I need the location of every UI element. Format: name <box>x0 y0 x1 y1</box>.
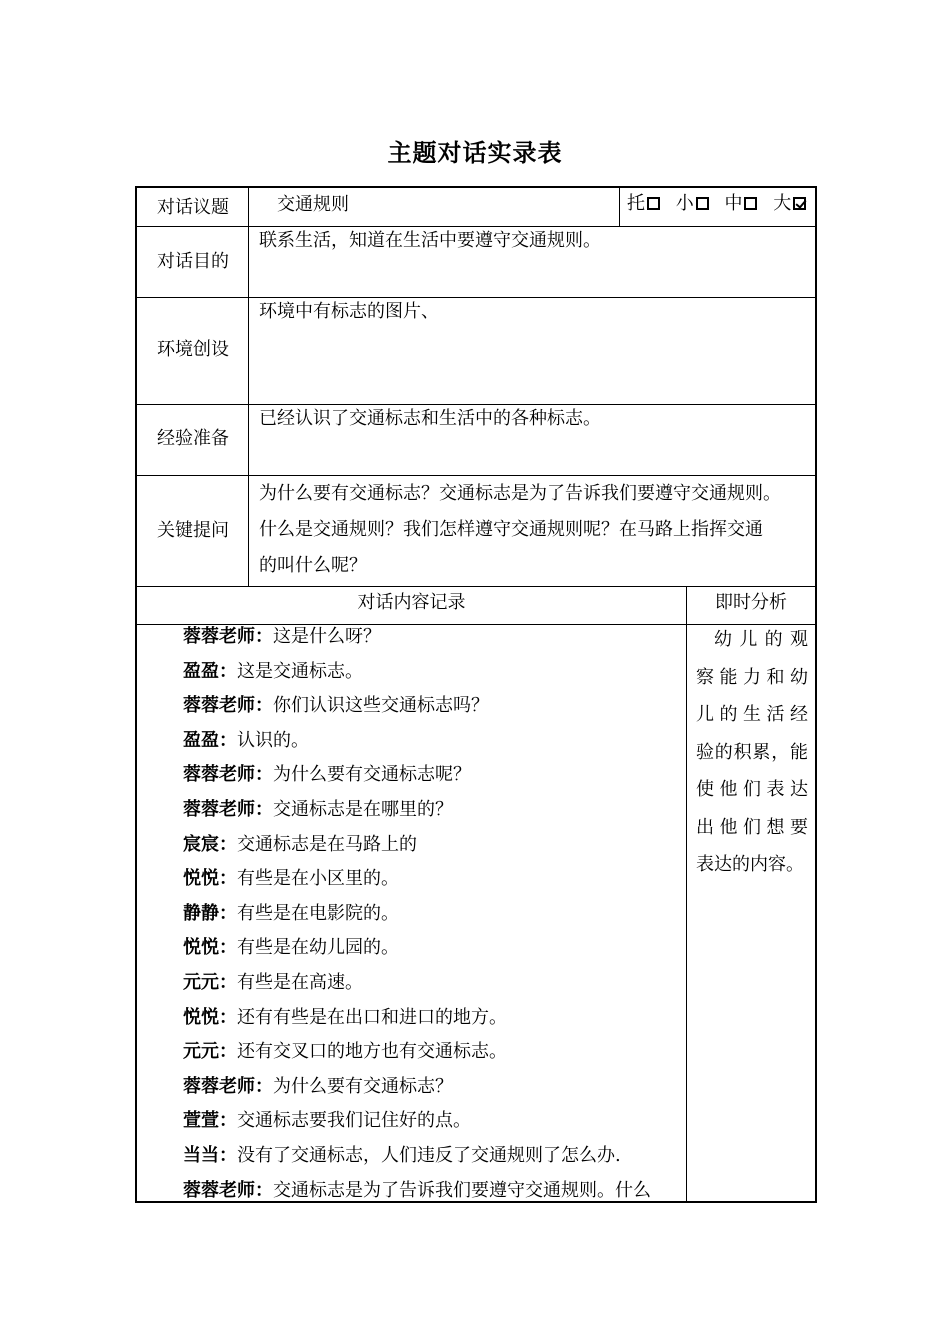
speaker: 盈盈： <box>183 660 237 682</box>
dialogue-line <box>183 1104 683 1139</box>
dialogue-line <box>183 931 683 966</box>
question-line: 的叫什么呢？ <box>259 555 367 576</box>
analysis-line: 儿的生活经 <box>696 704 808 725</box>
row-divider <box>135 226 817 227</box>
speaker: 蓉蓉老师： <box>183 695 273 717</box>
level-tuo[interactable]: 托 <box>627 193 660 214</box>
dialogue-line <box>183 1070 683 1105</box>
dialogue-line <box>183 1174 683 1209</box>
speaker: 元元： <box>183 971 237 993</box>
utterance: 交通标志是为了告诉我们要遵守交通规则。什么 <box>273 1179 651 1201</box>
topic-value: 交通规则 <box>277 194 349 215</box>
analysis-header: 即时分析 <box>715 592 787 613</box>
utterance: 为什么要有交通标志？ <box>273 1075 453 1097</box>
utterance: 认识的。 <box>237 729 309 751</box>
speaker: 元元： <box>183 1041 237 1063</box>
question-line: 为什么要有交通标志？交通标志是为了告诉我们要遵守交通规则。 <box>259 483 781 504</box>
utterance: 还有交叉口的地方也有交通标志。 <box>237 1041 507 1063</box>
utterance: 这是交通标志。 <box>237 660 363 682</box>
dialogue-line <box>183 1001 683 1036</box>
question-line: 什么是交通规则？我们怎样遵守交通规则呢？在马路上指挥交通 <box>259 519 763 540</box>
topic-label: 对话议题 <box>157 197 229 218</box>
speaker: 萱萱： <box>183 1110 237 1132</box>
speaker: 静静： <box>183 902 237 924</box>
dialogue-list <box>183 620 683 1208</box>
dialogue-line <box>183 689 683 724</box>
utterance: 没有了交通标志，人们违反了交通规则了怎么办. <box>237 1144 621 1166</box>
environment-label: 环境创设 <box>157 339 229 360</box>
utterance: 有些是在高速。 <box>237 971 363 993</box>
speaker: 悦悦： <box>183 1006 237 1028</box>
dialogue-line <box>183 793 683 828</box>
row-divider <box>135 297 817 298</box>
utterance: 有些是在小区里的。 <box>237 868 399 890</box>
speaker: 蓉蓉老师： <box>183 626 273 647</box>
utterance: 有些是在电影院的。 <box>237 902 399 924</box>
experience-value: 已经认识了交通标志和生活中的各种标志。 <box>259 408 601 429</box>
dialogue-line <box>183 758 683 793</box>
page-title: 主题对话实录表 <box>387 138 563 167</box>
age-level-selector <box>627 192 806 216</box>
speaker: 蓉蓉老师： <box>183 798 273 820</box>
speaker: 当当： <box>183 1144 237 1166</box>
dialogue-line <box>183 1139 683 1174</box>
questions-value <box>259 476 811 584</box>
record-header: 对话内容记录 <box>357 592 466 613</box>
level-tuo-checkbox[interactable] <box>647 197 660 210</box>
speaker: 蓉蓉老师： <box>183 764 273 786</box>
level-column-divider <box>619 187 620 226</box>
dialogue-line <box>183 724 683 759</box>
level-xiao[interactable]: 小 <box>676 193 709 214</box>
utterance: 为什么要有交通标志呢？ <box>273 764 471 786</box>
level-da-checkbox-checked[interactable] <box>793 197 806 210</box>
level-xiao-checkbox[interactable] <box>696 197 709 210</box>
speaker: 蓉蓉老师： <box>183 1075 273 1097</box>
dialogue-line <box>183 620 683 655</box>
dialogue-line <box>183 966 683 1001</box>
speaker: 宸宸： <box>183 833 237 855</box>
level-zhong[interactable]: 中 <box>724 193 757 214</box>
row-divider <box>135 404 817 405</box>
goal-label: 对话目的 <box>157 251 229 272</box>
utterance: 交通标志是在哪里的？ <box>273 798 453 820</box>
speaker: 蓉蓉老师： <box>183 1179 273 1201</box>
analysis-line: 幼儿的观 <box>714 629 808 650</box>
utterance: 还有有些是在出口和进口的地方。 <box>237 1006 507 1028</box>
speaker: 盈盈： <box>183 729 237 751</box>
level-da[interactable]: 大 <box>773 193 806 214</box>
dialogue-line <box>183 1035 683 1070</box>
analysis-column-divider <box>686 586 687 1201</box>
dialogue-line <box>183 897 683 932</box>
analysis-line: 出他们想要 <box>696 816 808 838</box>
speaker: 悦悦： <box>183 937 237 959</box>
speaker: 悦悦： <box>183 868 237 890</box>
analysis-line: 验的积累，能 <box>696 741 808 763</box>
utterance: 交通标志要我们记住好的点。 <box>237 1110 471 1132</box>
analysis-text <box>696 621 808 884</box>
analysis-line: 使他们表达 <box>696 779 808 800</box>
experience-label: 经验准备 <box>157 428 229 449</box>
questions-label: 关键提问 <box>157 520 229 541</box>
dialogue-line <box>183 655 683 690</box>
dialogue-line <box>183 828 683 863</box>
goal-value: 联系生活，知道在生活中要遵守交通规则。 <box>259 230 601 251</box>
utterance: 你们认识这些交通标志吗？ <box>273 695 489 717</box>
level-zhong-checkbox[interactable] <box>744 197 757 210</box>
dialogue-line <box>183 862 683 897</box>
environment-value: 环境中有标志的图片、 <box>259 301 439 322</box>
utterance: 这是什么呀？ <box>273 626 381 647</box>
analysis-line: 表达的内容。 <box>696 854 804 875</box>
analysis-line: 察能力和幼 <box>696 666 808 688</box>
utterance: 交通标志是在马路上的 <box>237 833 417 855</box>
row-divider <box>135 586 817 587</box>
utterance: 有些是在幼儿园的。 <box>237 937 399 959</box>
